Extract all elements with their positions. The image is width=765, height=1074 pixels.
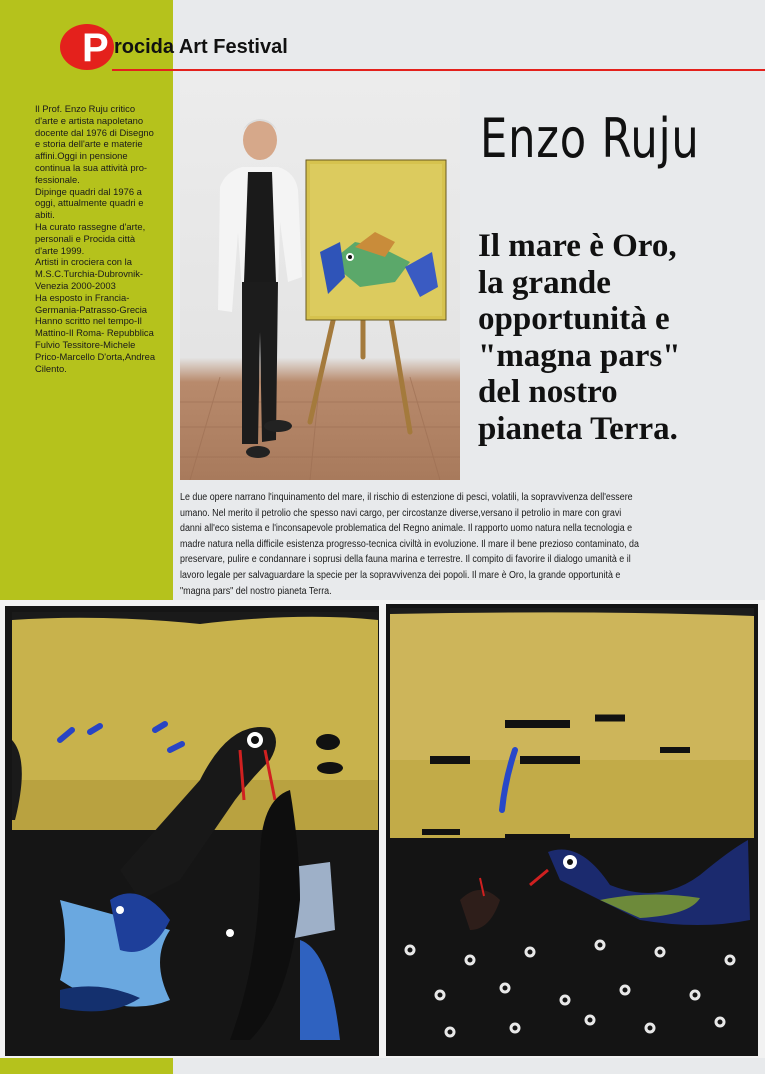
bio-line: e storia dell'arte e materie (35, 138, 143, 150)
bio-line: personali e Procida città (35, 232, 136, 244)
header-rule (112, 69, 765, 71)
description-line: lavoro legale per salvaguardare la specie per la sopravvivenza dei popoli. Il mare è Oro, la grande opportunità e (180, 569, 621, 581)
bio-line: docente dal 1976 di Disegno (35, 126, 154, 138)
headline-line: Il mare è Oro, (478, 228, 677, 264)
description-line: madre natura nella difficile esistenza progresso-tecnica civiltà in evoluzione. Il mare il bene prezioso contaminato, da (180, 538, 639, 550)
bio-line: Fulvio Tessitore-Michele (35, 338, 136, 350)
description-line: Le due opere narrano l'inquinamento del mare, il rischio di estenzione di pesci, volatili, la sopravvivenza dell'essere (180, 492, 633, 503)
bio-line: Prico-Marcello D'orta,Andrea (35, 350, 156, 362)
bio-line: Hanno scritto nel tempo-Il (35, 315, 142, 327)
bio-line: Artisti in crociera con la (35, 256, 132, 268)
bio-line: abiti. (35, 209, 55, 221)
headline-line: pianeta Terra. (478, 410, 678, 447)
bio-line: Dipinge quadri dal 1976 a (35, 185, 142, 197)
headline-line: la grande (478, 264, 611, 301)
bio-line: Germania-Patrasso-Grecia (35, 303, 148, 315)
bio-line: continua la sua attività pro- (35, 161, 148, 173)
bio-line: Cilento. (35, 362, 67, 374)
sidebar-band-bottom (0, 1058, 173, 1074)
description-line: danni all'eco sistema e l'inconsapevole problematica del Regno animale. Il rapporto uomo natura nella tecnologia e (180, 523, 633, 535)
bio-line: fessionale. (35, 173, 80, 185)
bio-line: M.S.C.Turchia-Dubrovnik- (35, 268, 144, 280)
description-line: "magna pars" del nostro pianeta Terra. (180, 585, 332, 597)
bio-line: Ha curato rassegne d'arte, (35, 220, 146, 232)
painting-right (386, 604, 758, 1056)
paintings-section (0, 600, 765, 1058)
description-line: preservare, pulire e condannare i soprusi della fauna marina e terrestre. Il compito di favorire il dialogo umanità e il (180, 554, 631, 566)
bio-line: affini.Oggi in pensione (35, 150, 128, 162)
painting-left (5, 606, 379, 1056)
bio-line: d'arte 1999. (35, 244, 85, 256)
article-description (180, 490, 715, 599)
artist-photo-illustration (180, 72, 460, 480)
bio-line: Mattino-Il Roma- Repubblica (35, 327, 154, 339)
festival-name: rocida Art Festival (114, 36, 288, 58)
artist-photo (180, 72, 460, 480)
festival-logo (60, 24, 760, 72)
artist-bio (35, 103, 171, 374)
headline-line: del nostro (478, 374, 618, 410)
artist-name: Enzo Ruju (480, 107, 700, 170)
bio-line: d'arte e artista napoletano (35, 114, 144, 126)
headline-line: "magna pars" (478, 337, 681, 374)
bio-line: Venezia 2000-2003 (35, 279, 116, 291)
bio-line: oggi, attualmente quadri e (35, 197, 144, 209)
logo-letter: P (82, 26, 109, 70)
description-line: umano. Nel merito il petrolio che spesso navi cargo, per circostanze diverse,versano il petrolio in mare con gravi (180, 507, 622, 519)
bio-line: Il Prof. Enzo Ruju critico (35, 103, 136, 114)
paintings-illustration (0, 600, 765, 1058)
article-headline (478, 228, 758, 447)
headline-line: opportunità e (478, 301, 670, 337)
bio-line: Ha esposto in Francia- (35, 291, 130, 303)
